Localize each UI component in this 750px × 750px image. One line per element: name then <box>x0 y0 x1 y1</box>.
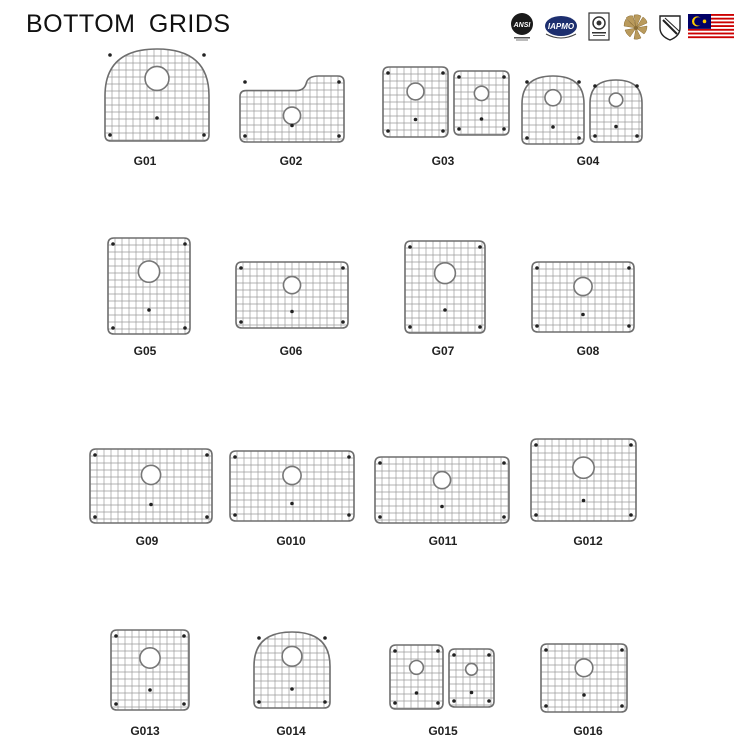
rubber-foot <box>378 515 382 519</box>
drain-opening <box>609 93 623 107</box>
rubber-foot <box>233 513 237 517</box>
rubber-foot <box>202 53 206 57</box>
drain-opening <box>466 663 478 675</box>
certification-seal-icon <box>588 12 610 42</box>
grid-frame <box>108 238 190 334</box>
rubber-foot <box>478 245 482 249</box>
rubber-foot <box>114 702 118 706</box>
rubber-foot <box>480 117 484 121</box>
rubber-foot <box>441 129 445 133</box>
drain-opening <box>283 107 300 124</box>
drain-opening <box>283 277 300 294</box>
rubber-foot <box>457 127 461 131</box>
grid-code-label: G01 <box>133 154 157 168</box>
rubber-foot <box>551 125 555 129</box>
rubber-foot <box>534 513 538 517</box>
malaysia-flag-icon <box>688 12 734 42</box>
drain-opening <box>141 465 160 484</box>
grid-frame <box>230 451 354 521</box>
rubber-foot <box>487 699 491 703</box>
rubber-foot <box>243 80 247 84</box>
grid-frame <box>541 644 627 712</box>
grid-code-label: G016 <box>573 724 603 738</box>
rubber-foot <box>257 700 261 704</box>
rubber-foot <box>347 455 351 459</box>
rubber-foot <box>525 80 529 84</box>
rubber-foot <box>478 325 482 329</box>
rubber-foot <box>436 649 440 653</box>
rubber-foot <box>627 266 631 270</box>
rubber-foot <box>581 313 585 317</box>
drain-opening <box>545 90 561 106</box>
grid-frame <box>375 457 509 523</box>
rubber-foot <box>108 53 112 57</box>
grid-frame <box>390 645 443 709</box>
rubber-foot <box>205 515 209 519</box>
grid-frame <box>532 262 634 332</box>
grid-code-label: G07 <box>431 344 455 358</box>
rubber-foot <box>577 80 581 84</box>
drain-opening <box>573 457 594 478</box>
rubber-foot <box>635 84 639 88</box>
grid-code-label: G04 <box>576 154 600 168</box>
drain-opening <box>575 659 593 677</box>
rubber-foot <box>393 649 397 653</box>
rubber-foot <box>341 266 345 270</box>
ansi-logo-icon <box>510 12 534 42</box>
rubber-foot <box>337 80 341 84</box>
drain-opening <box>407 83 424 100</box>
rubber-foot <box>202 133 206 137</box>
rubber-foot <box>347 513 351 517</box>
grid-code-label: G013 <box>130 724 160 738</box>
rubber-foot <box>111 242 115 246</box>
rubber-foot <box>534 443 538 447</box>
grid-code-label: G015 <box>428 724 458 738</box>
rubber-foot <box>544 704 548 708</box>
rubber-foot <box>582 693 586 697</box>
grid-frame <box>522 76 584 144</box>
grid-code-label: G010 <box>276 534 306 548</box>
grid-frame <box>454 71 509 135</box>
shield-emblem-icon <box>658 12 682 42</box>
rubber-foot <box>627 324 631 328</box>
rubber-foot <box>544 648 548 652</box>
rubber-foot <box>233 455 237 459</box>
rubber-foot <box>502 461 506 465</box>
rubber-foot <box>408 245 412 249</box>
rubber-foot <box>182 634 186 638</box>
drain-opening <box>145 66 169 90</box>
rubber-foot <box>408 325 412 329</box>
rubber-foot <box>337 134 341 138</box>
rubber-foot <box>257 636 261 640</box>
grid-code-label: G05 <box>133 344 157 358</box>
rubber-foot <box>182 702 186 706</box>
drain-opening <box>574 277 592 295</box>
grid-code-label: G08 <box>576 344 600 358</box>
drain-opening <box>283 466 301 484</box>
rubber-foot <box>470 691 474 695</box>
rubber-foot <box>183 326 187 330</box>
rubber-foot <box>239 320 243 324</box>
rubber-foot <box>593 134 597 138</box>
rubber-foot <box>614 125 618 129</box>
rubber-foot <box>629 513 633 517</box>
rubber-foot <box>147 308 151 312</box>
grid-frame <box>90 449 212 523</box>
rubber-foot <box>593 84 597 88</box>
rubber-foot <box>149 503 153 507</box>
rubber-foot <box>452 699 456 703</box>
rubber-foot <box>502 127 506 131</box>
rubber-foot <box>457 75 461 79</box>
rubber-foot <box>323 700 327 704</box>
grid-code-label: G014 <box>276 724 306 738</box>
rubber-foot <box>415 691 419 695</box>
rubber-foot <box>111 326 115 330</box>
rubber-foot <box>93 453 97 457</box>
grid-code-label: G09 <box>135 534 159 548</box>
rubber-foot <box>386 129 390 133</box>
grid-code-label: G012 <box>573 534 603 548</box>
rubber-foot <box>378 461 382 465</box>
fan-emblem-icon <box>622 12 650 42</box>
grid-frame <box>405 241 485 333</box>
rubber-foot <box>114 634 118 638</box>
drain-opening <box>410 661 424 675</box>
rubber-foot <box>577 136 581 140</box>
rubber-foot <box>183 242 187 246</box>
svg-text:ANSI: ANSI <box>513 22 531 29</box>
rubber-foot <box>386 71 390 75</box>
grid-frame <box>240 76 344 142</box>
certification-logos <box>508 12 738 42</box>
drain-opening <box>140 648 160 668</box>
rubber-foot <box>535 324 539 328</box>
rubber-foot <box>443 308 447 312</box>
rubber-foot <box>148 688 152 692</box>
drain-opening <box>435 263 456 284</box>
rubber-foot <box>525 136 529 140</box>
rubber-foot <box>205 453 209 457</box>
grid-frame <box>590 80 642 142</box>
rubber-foot <box>535 266 539 270</box>
rubber-foot <box>414 118 418 122</box>
grid-code-label: G011 <box>428 534 458 548</box>
rubber-foot <box>502 75 506 79</box>
iapmo-logo-icon <box>544 12 578 42</box>
rubber-foot <box>155 116 159 120</box>
rubber-foot <box>290 502 294 506</box>
rubber-foot <box>629 443 633 447</box>
drain-opening <box>138 261 159 282</box>
grid-frame <box>383 67 448 137</box>
rubber-foot <box>441 71 445 75</box>
rubber-foot <box>393 701 397 705</box>
grid-code-label: G03 <box>431 154 455 168</box>
drain-opening <box>474 86 488 100</box>
grid-code-label: G06 <box>279 344 303 358</box>
rubber-foot <box>341 320 345 324</box>
rubber-foot <box>620 704 624 708</box>
page-title: BOTTOM GRIDS <box>26 10 231 38</box>
grid-frame <box>254 632 330 708</box>
rubber-foot <box>290 310 294 314</box>
svg-text:IAPMO: IAPMO <box>547 22 575 31</box>
grid-frame <box>449 649 494 707</box>
rubber-foot <box>243 134 247 138</box>
rubber-foot <box>635 134 639 138</box>
grid-frame <box>531 439 636 521</box>
drain-opening <box>282 646 302 666</box>
rubber-foot <box>436 701 440 705</box>
rubber-foot <box>620 648 624 652</box>
rubber-foot <box>108 133 112 137</box>
grid-frame <box>111 630 189 710</box>
rubber-foot <box>290 687 294 691</box>
rubber-foot <box>290 124 294 128</box>
rubber-foot <box>487 653 491 657</box>
rubber-foot <box>582 499 586 503</box>
drain-opening <box>433 472 450 489</box>
rubber-foot <box>452 653 456 657</box>
grid-frame <box>105 49 209 141</box>
rubber-foot <box>239 266 243 270</box>
rubber-foot <box>93 515 97 519</box>
grid-frame <box>236 262 348 328</box>
rubber-foot <box>502 515 506 519</box>
rubber-foot <box>323 636 327 640</box>
grid-code-label: G02 <box>279 154 303 168</box>
rubber-foot <box>440 505 444 509</box>
